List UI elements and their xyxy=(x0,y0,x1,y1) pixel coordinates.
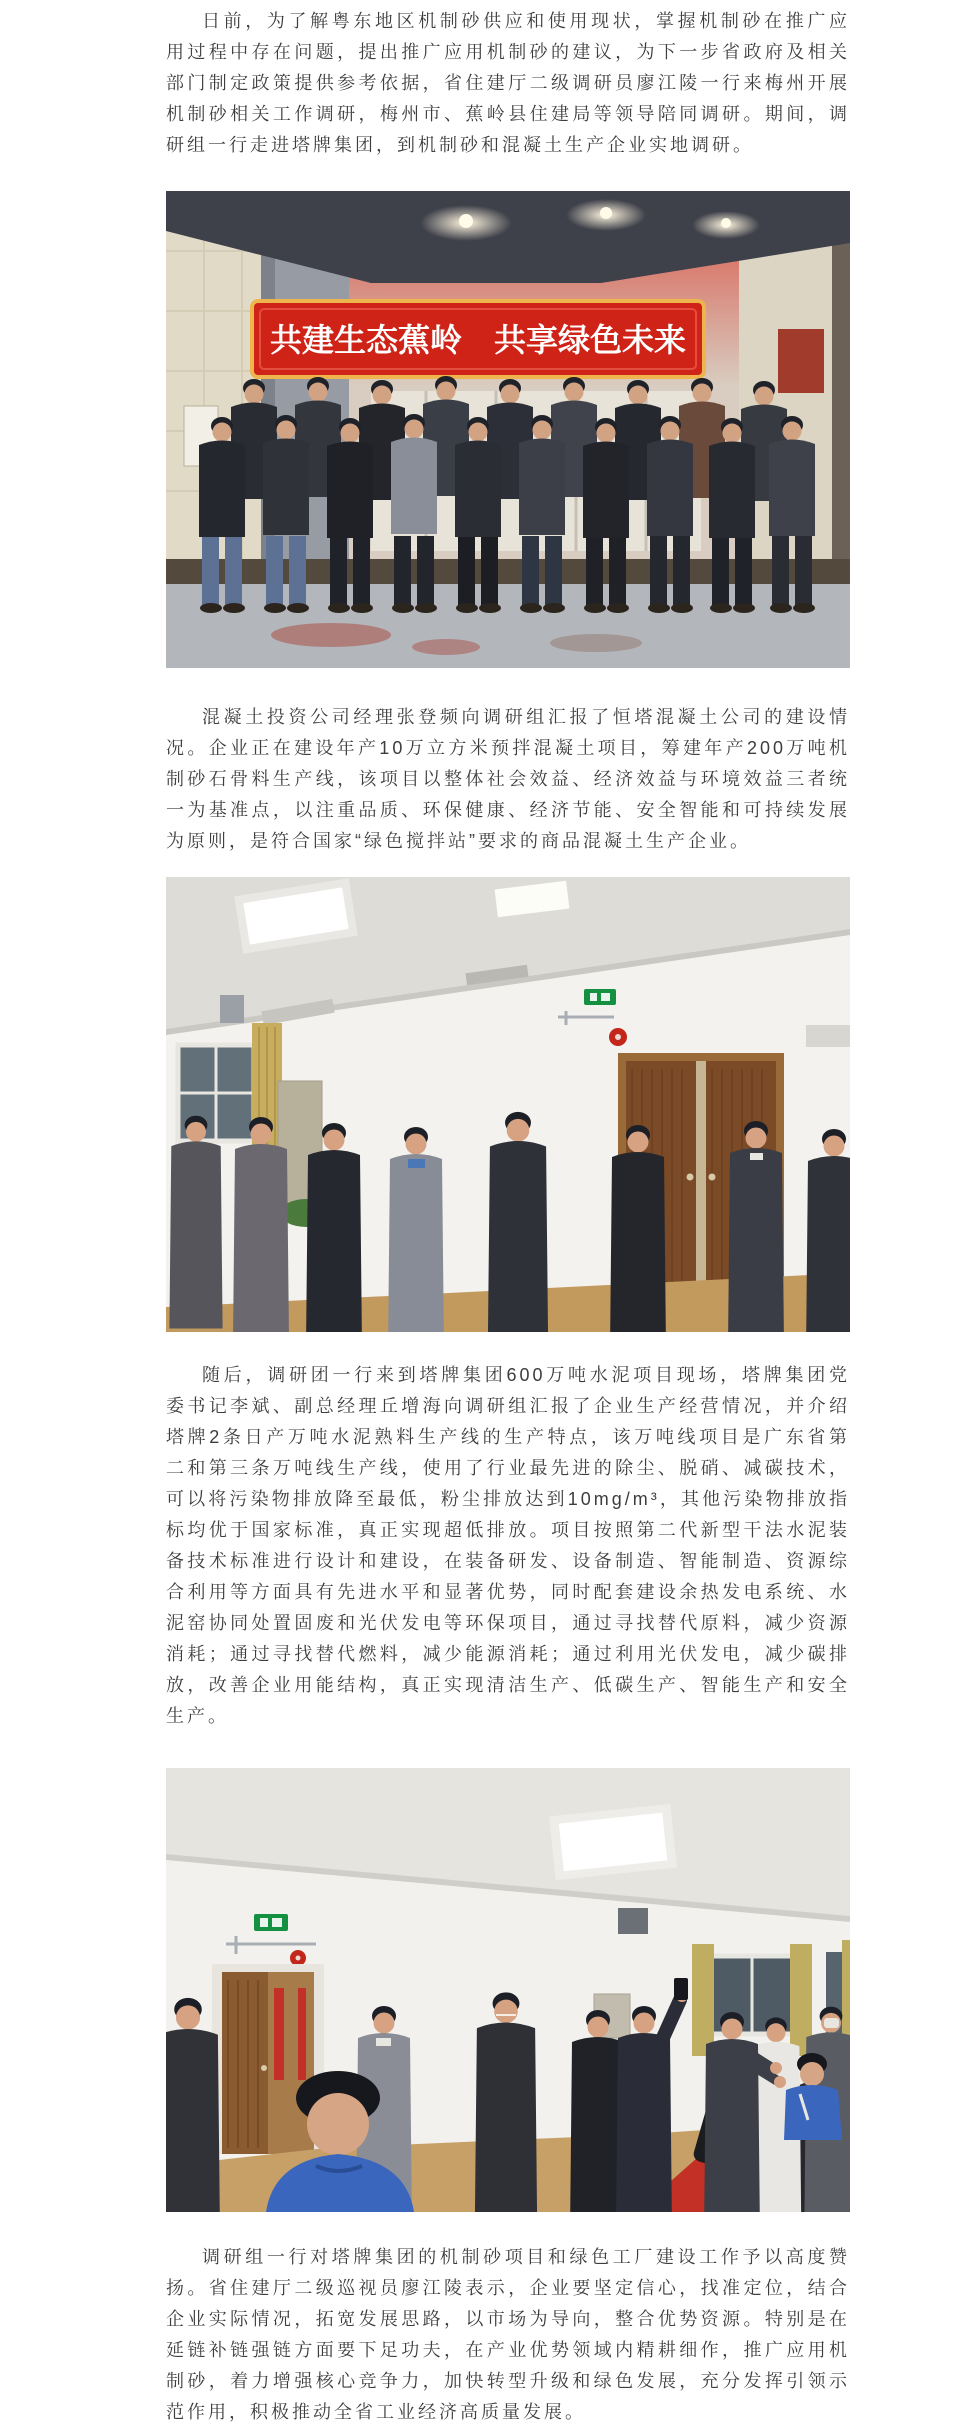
paragraph-conclusion: 调研组一行对塔牌集团的机制砂项目和绿色工厂建设工作予以高度赞扬。省住建厅二级巡视员廖江陵表示，企业要坚定信心，找准定位，结合企业实际情况，拓宽发展思路，以市场为导向，整合优势资源。特别是在延链补链强链方面要下足功夫，在产业优势领域内精耕细作，推广应用机制砂，着力增强核心竞争力，加快转型升级和绿色发展，充分发挥引领示范作用，积极推动全省工业经济高质量发展。 xyxy=(166,2247,850,2422)
indoor-visit-illustration xyxy=(166,877,850,1332)
paragraph-cement-project: 随后，调研团一行来到塔牌集团600万吨水泥项目现场，塔牌集团党委书记李斌、副总经理丘增海向调研组汇报了企业生产经营情况，并介绍塔牌2条日产万吨水泥熟料生产线的生产特点，该万吨线项目是广东省第二和第三条万吨线生产线，使用了行业最先进的除尘、脱硝、减碳技术，可以将污染物排放降至最低，粉尘排放达到10mg/m³，其他污染物排放指标均优于国家标准，真正实现超低排放。项目按照第二代新型干法水泥装备技术标准进行设计和建设，在装备研发、设备制造、智能制造、资源综合利用等方面具有先进水平和显著优势，同时配套建设余热发电系统、水泥窑协同处置固废和光伏发电等环保项目，通过寻找替代原料，减少资源消耗；通过寻找替代燃料，减少能源消耗；通过利用光伏发电，减少碳排放，改善企业用能结构，真正实现清洁生产、低碳生产、智能生产和安全生产。 xyxy=(166,1365,850,1726)
led-banner-text: 共建生态蕉岭 共享绿色未来 xyxy=(269,322,687,358)
wall-plaque xyxy=(778,329,824,393)
paragraph-intro: 日前，为了解粤东地区机制砂供应和使用现状，掌握机制砂在推广应用过程中存在问题，提出推广应用机制砂的建议，为下一步省政府及相关部门制定政策提供参考依据，省住建厅二级调研员廖江陵一行来梅州开展机制砂相关工作调研，梅州市、蕉岭县住建局等领导陪同调研。期间，调研组一行走进塔牌集团，到机制砂和混凝土生产企业实地调研。 xyxy=(166,11,850,155)
crowd-back-row xyxy=(231,376,787,501)
fire-alarm-icon xyxy=(609,1028,627,1046)
exit-sign-icon xyxy=(254,1914,288,1931)
wall-sign-blank xyxy=(806,1025,850,1047)
photo-control-room[interactable] xyxy=(166,1768,850,2212)
article-page xyxy=(166,0,850,2428)
control-room-illustration xyxy=(166,1768,850,2212)
photo-group-outdoor[interactable] xyxy=(166,191,850,668)
photo-indoor-visit[interactable] xyxy=(166,877,850,1332)
wall-speaker xyxy=(618,1908,648,1934)
exit-sign-icon xyxy=(584,989,616,1005)
paragraph-concrete-company: 混凝土投资公司经理张登频向调研组汇报了恒塔混凝土公司的建设情况。企业正在建设年产10万立方米预拌混凝土项目，筹建年产200万吨机制砂石骨料生产线，该项目以整体社会效益、经济效益与环境效益三者统一为基准点，以注重品质、环保健康、经济节能、安全智能和可持续发展为原则，是符合国家“绿色搅拌站”要求的商品混凝土生产企业。 xyxy=(166,707,850,851)
group-photo-illustration xyxy=(166,191,850,668)
led-banner xyxy=(252,301,704,377)
fire-alarm-icon xyxy=(290,1950,306,1966)
